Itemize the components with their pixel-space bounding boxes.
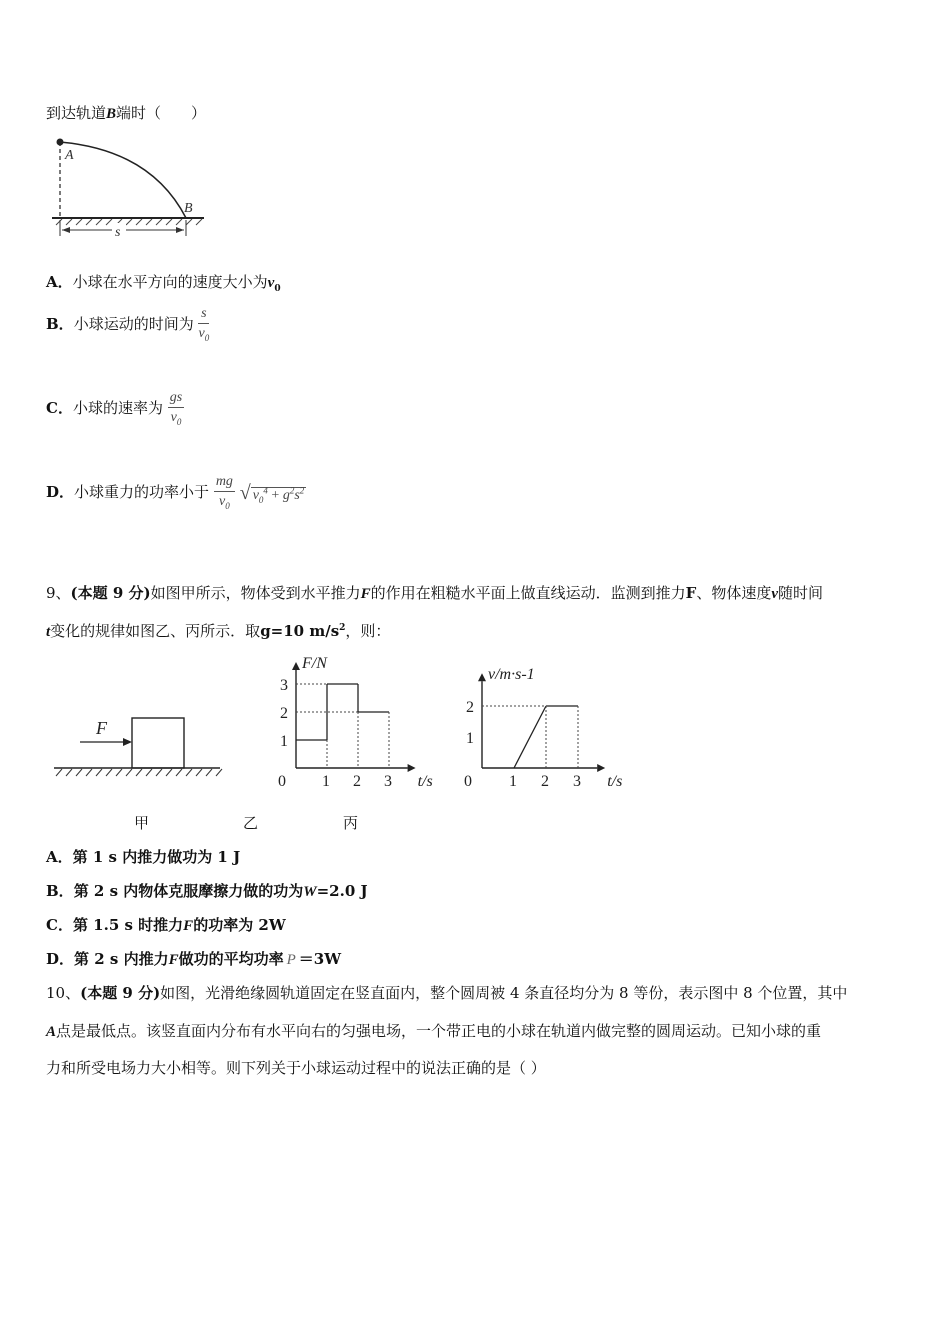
floor-hatch bbox=[56, 769, 222, 776]
q8-option-b[interactable]: B．小球运动的时间为 $\frac{s}{v_0}$ bbox=[46, 306, 210, 344]
caption-jia: 甲 bbox=[134, 814, 150, 832]
y-axis-arrow-icon bbox=[292, 662, 300, 670]
fraction-s-over-v0: $\frac{s}{v_0}$ bbox=[198, 306, 210, 344]
q10-stem-line2: A点是最低点。该竖直面内分布有水平向右的匀强电场，一个带正电的小球在轨道内做完整的圆周运动。已知小球的重 bbox=[46, 1022, 822, 1040]
x-tick-label-2: 2 bbox=[541, 773, 549, 790]
q9-option-c[interactable]: C．第 1.5 s 时推力F的功率为 2W bbox=[46, 916, 286, 934]
x-tick-label-3: 3 bbox=[573, 773, 581, 790]
x-tick-label-0: 0 bbox=[464, 773, 472, 790]
s-arrow-right bbox=[176, 227, 184, 233]
y-axis-title: F/N bbox=[302, 655, 327, 672]
x-tick-label-2: 2 bbox=[353, 773, 361, 790]
force-time-chart bbox=[270, 650, 433, 790]
q9-stem-line2: t变化的规律如图乙、丙所示．取g=10 $m/s^2$，则： bbox=[46, 622, 391, 640]
x-axis-title: t/s bbox=[417, 773, 433, 790]
block-force-figure bbox=[50, 700, 230, 780]
y-tick-label-3: 3 bbox=[280, 677, 288, 694]
caption-yi: 乙 bbox=[243, 814, 259, 832]
y-tick-label-2: 2 bbox=[466, 699, 474, 716]
y-axis-title: v/m·s-1 bbox=[488, 666, 535, 684]
fraction-mg-over-v0: $\frac{mg}{v_0}$ bbox=[215, 474, 233, 512]
q8-intro: 到达轨道B端时（ ） bbox=[46, 104, 207, 122]
y-tick-label-2: 2 bbox=[280, 705, 288, 722]
q9-stem-line1: 9、(本题 9 分)如图甲所示，物体受到水平推力F的作用在粗糙水平面上做直线运动．监测到推力F、物体速度v随时间 bbox=[46, 584, 824, 602]
velocity-segment-2 bbox=[514, 706, 546, 768]
q9-option-a[interactable]: A．第 1 s 内推力做功为 1 J bbox=[46, 848, 241, 866]
y-tick-label-1: 1 bbox=[280, 733, 288, 750]
q10-stem-line3: 力和所受电场力大小相等。则下列关于小球运动过程中的说法正确的是（ ） bbox=[46, 1059, 546, 1077]
label-b: B bbox=[184, 201, 193, 216]
radical-sign-icon: √ bbox=[239, 481, 251, 504]
label-a: A bbox=[65, 148, 74, 163]
x-tick-label-3: 3 bbox=[384, 773, 392, 790]
q8-option-c[interactable]: C．小球的速率为 $\frac{gs}{v_0}$ bbox=[46, 390, 183, 428]
fraction-gs-over-v0: $\frac{gs}{v_0}$ bbox=[169, 390, 183, 428]
force-arrow-head-icon bbox=[123, 738, 132, 746]
caption-bing: 丙 bbox=[343, 814, 359, 832]
y-axis-arrow-icon bbox=[478, 673, 486, 681]
q9-option-d[interactable]: D．第 2 s 内推力F做功的平均功率 P ＝3W bbox=[46, 950, 342, 968]
velocity-time-chart bbox=[455, 650, 623, 790]
x-tick-label-1: 1 bbox=[322, 773, 330, 790]
y-tick-label-1: 1 bbox=[466, 730, 474, 747]
q9-option-b[interactable]: B．第 2 s 内物体克服摩擦力做的功为W=2.0 J bbox=[46, 882, 368, 900]
projectile-figure bbox=[46, 132, 211, 244]
arc-track bbox=[60, 142, 186, 218]
x-tick-label-0: 0 bbox=[278, 773, 286, 790]
q8-option-d[interactable]: D．小球重力的功率小于 $\frac{mg}{v_0}$ √ $v_0^4 + g^2s^2$ bbox=[46, 474, 305, 512]
q10-stem-line1: 10、(本题 9 分)如图，光滑绝缘圆轨道固定在竖直面内，整个圆周被 4 条直径均分为 8 等份，表示图中 8 个位置，其中 bbox=[46, 984, 848, 1002]
ground-hatch bbox=[56, 219, 202, 225]
block bbox=[132, 718, 184, 768]
s-arrow-left bbox=[62, 227, 70, 233]
x-axis-arrow-icon bbox=[408, 764, 416, 772]
sqrt-expression: √ $v_0^4 + g^2s^2$ bbox=[239, 481, 305, 505]
label-s: s bbox=[115, 225, 121, 240]
x-axis-arrow-icon bbox=[597, 764, 605, 772]
force-label: F bbox=[96, 718, 107, 738]
q8-option-a[interactable]: A．小球在水平方向的速度大小为$v_0$ bbox=[46, 273, 281, 294]
x-tick-label-1: 1 bbox=[509, 773, 517, 790]
x-axis-title: t/s bbox=[607, 773, 623, 790]
